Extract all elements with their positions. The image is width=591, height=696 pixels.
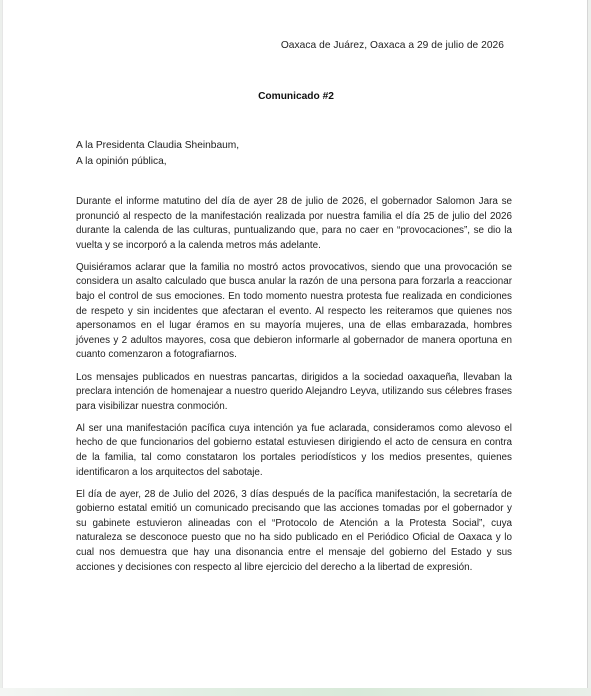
body-paragraph: Quisiéramos aclarar que la familia no mostró actos provocativos, siendo que una provocación se considera un asalto calculado que busca anular la razón de una persona para forzarla a reaccionar bajo el control de sus emociones. En todo momento nuestra protesta fue realizada en condiciones de respeto y sin incidentes que afectaran el evento. Al respecto les reiteramos que quienes nos apersonamos en el lugar éramos en su mayoría mujeres, una de ellas embarazada, hombres jóvenes y 2 adultos mayores, cosa que debieron informarle al gobernador de manera oportuna en cuanto comenzaron a fotografiarnos. <box>76 261 512 361</box>
body-paragraph: Los mensajes publicados en nuestras pancartas, dirigidos a la sociedad oaxaqueña, llevaban la preclara intención de homenajear a nuestro querido Alejandro Leyva, utilizando sus célebres frases para visibilizar nuestra conmoción. <box>76 371 512 412</box>
salutation-line: A la Presidenta Claudia Sheinbaum, <box>76 140 240 151</box>
body-paragraph: El día de ayer, 28 de Julio del 2026, 3 días después de la pacífica manifestación, la secretaría de gobierno estatal emitió un comunicado precisando que las acciones tomadas por el gobernador y su gabinete estuvieron alineadas con el “Protocolo de Atención a la Protesta Social”, cuya naturaleza se desconoce puesto que no ha sido publicado en el Periódico Oficial de Oaxaca y lo cual nos demuestra que hay una disonancia entre el mensaje del gobierno del Estado y sus acciones y decisiones con respecto al libre ejercicio del derecho a la libertad de expresión. <box>76 488 512 573</box>
salutation <box>76 138 239 170</box>
salutation-line: A la opinión pública, <box>76 156 167 167</box>
body-paragraph: Durante el informe matutino del día de ayer 28 de julio de 2026, el gobernador Salomon Jara se pronunció al respecto de la manifestación realizada por nuestra familia el día 25 de julio del 2026 durante la calenda de las culturas, puntualizando que, para no caer en “provocaciones”, se dio la vuelta y se incorporó a la calenda metros más adelante. <box>76 196 512 251</box>
document-body <box>76 195 512 583</box>
body-paragraph: Al ser una manifestación pacífica cuya intención ya fue aclarada, consideramos como alevoso el hecho de que funcionarios del gobierno estatal estuviesen dirigiendo el acto de censura en contra de la familia, tal como constataron los portales periodísticos y los medios presentes, quienes identificaron a los arquitectos del sabotaje. <box>76 422 512 478</box>
document-page <box>2 0 588 688</box>
background-strip <box>0 688 591 696</box>
date-line: Oaxaca de Juárez, Oaxaca a 29 de julio de 2026 <box>280 40 504 51</box>
document-title: Comunicado #2 <box>258 91 334 102</box>
